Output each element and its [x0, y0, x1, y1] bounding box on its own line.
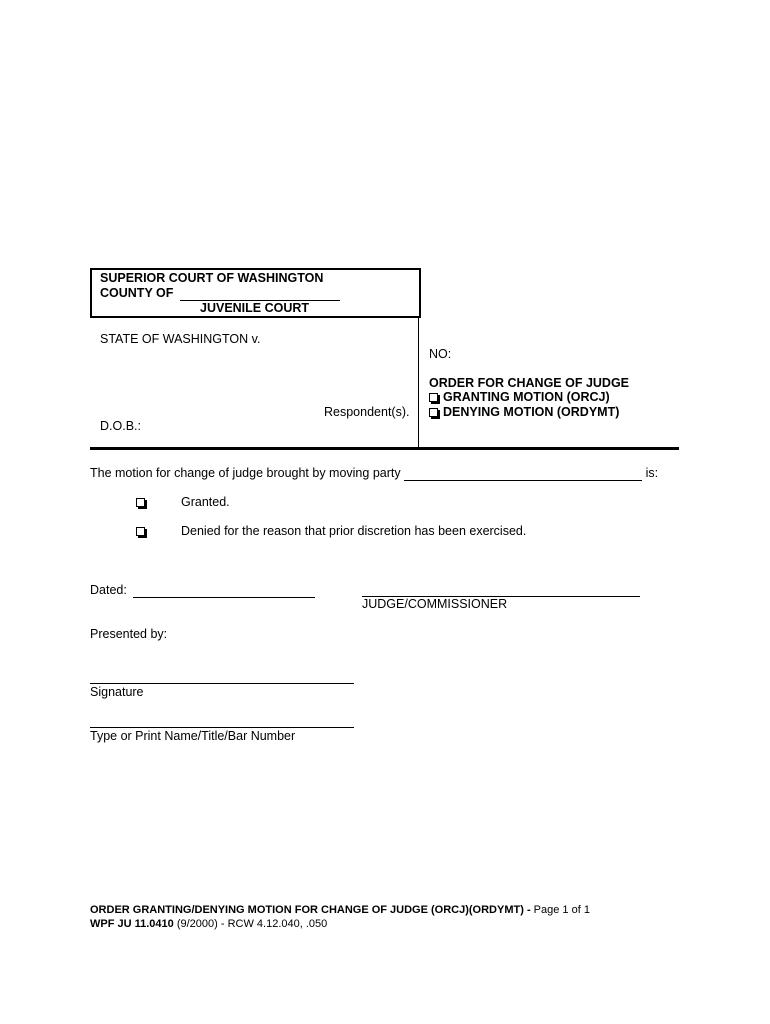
dated-label: Dated: [90, 583, 127, 597]
dob-label: D.O.B.: [100, 419, 141, 433]
denied-option [136, 524, 150, 538]
presented-by-label: Presented by: [90, 627, 168, 641]
option-granting-label: GRANTING MOTION (ORCJ) [443, 390, 610, 404]
county-blank [180, 286, 340, 301]
dated-line [90, 583, 315, 598]
footer-form-rest: (9/2000) - RCW 4.12.040, .050 [176, 918, 328, 930]
option-granting [429, 390, 610, 404]
option-denying [429, 405, 619, 419]
granted-option [136, 495, 150, 509]
print-name-line[interactable] [90, 727, 354, 728]
checkbox-icon[interactable] [429, 408, 438, 417]
footer-form-id: WPF JU 11.0410 [90, 918, 174, 930]
granted-label: Granted. [181, 495, 230, 509]
option-denying-label: DENYING MOTION (ORDYMT) [443, 405, 620, 419]
county-label [100, 286, 340, 301]
checkbox-icon[interactable] [429, 393, 438, 402]
case-number-label: NO: [429, 347, 452, 361]
footer-page: Page 1 of 1 [533, 904, 590, 916]
footer-line2 [90, 918, 327, 930]
checkbox-icon[interactable] [136, 498, 145, 507]
court-name: SUPERIOR COURT OF WASHINGTON [100, 271, 324, 285]
date-blank[interactable] [133, 583, 315, 598]
caption-divider [418, 316, 419, 448]
footer-title: ORDER GRANTING/DENYING MOTION FOR CHANGE OF JUDGE (ORCJ)(ORDYMT) - [90, 904, 531, 916]
checkbox-icon[interactable] [136, 527, 145, 536]
motion-prefix: The motion for change of judge brought by moving party [90, 466, 401, 480]
signature-label: Signature [90, 685, 144, 699]
state-line: STATE OF WASHINGTON v. [100, 332, 261, 346]
county-text: COUNTY OF [100, 286, 174, 300]
caption-rule [90, 447, 679, 450]
denied-label: Denied for the reason that prior discretion has been exercised. [181, 524, 527, 538]
order-title: ORDER FOR CHANGE OF JUDGE [429, 376, 630, 390]
judge-label: JUDGE/COMMISSIONER [362, 597, 508, 611]
juvenile-court-label: JUVENILE COURT [200, 301, 310, 315]
motion-line [90, 466, 658, 481]
respondent-label: Respondent(s). [324, 405, 410, 419]
motion-suffix: is: [645, 466, 659, 480]
moving-party-blank[interactable] [404, 466, 642, 481]
print-name-label: Type or Print Name/Title/Bar Number [90, 729, 296, 743]
footer-line1 [90, 904, 590, 916]
signature-line[interactable] [90, 683, 354, 684]
